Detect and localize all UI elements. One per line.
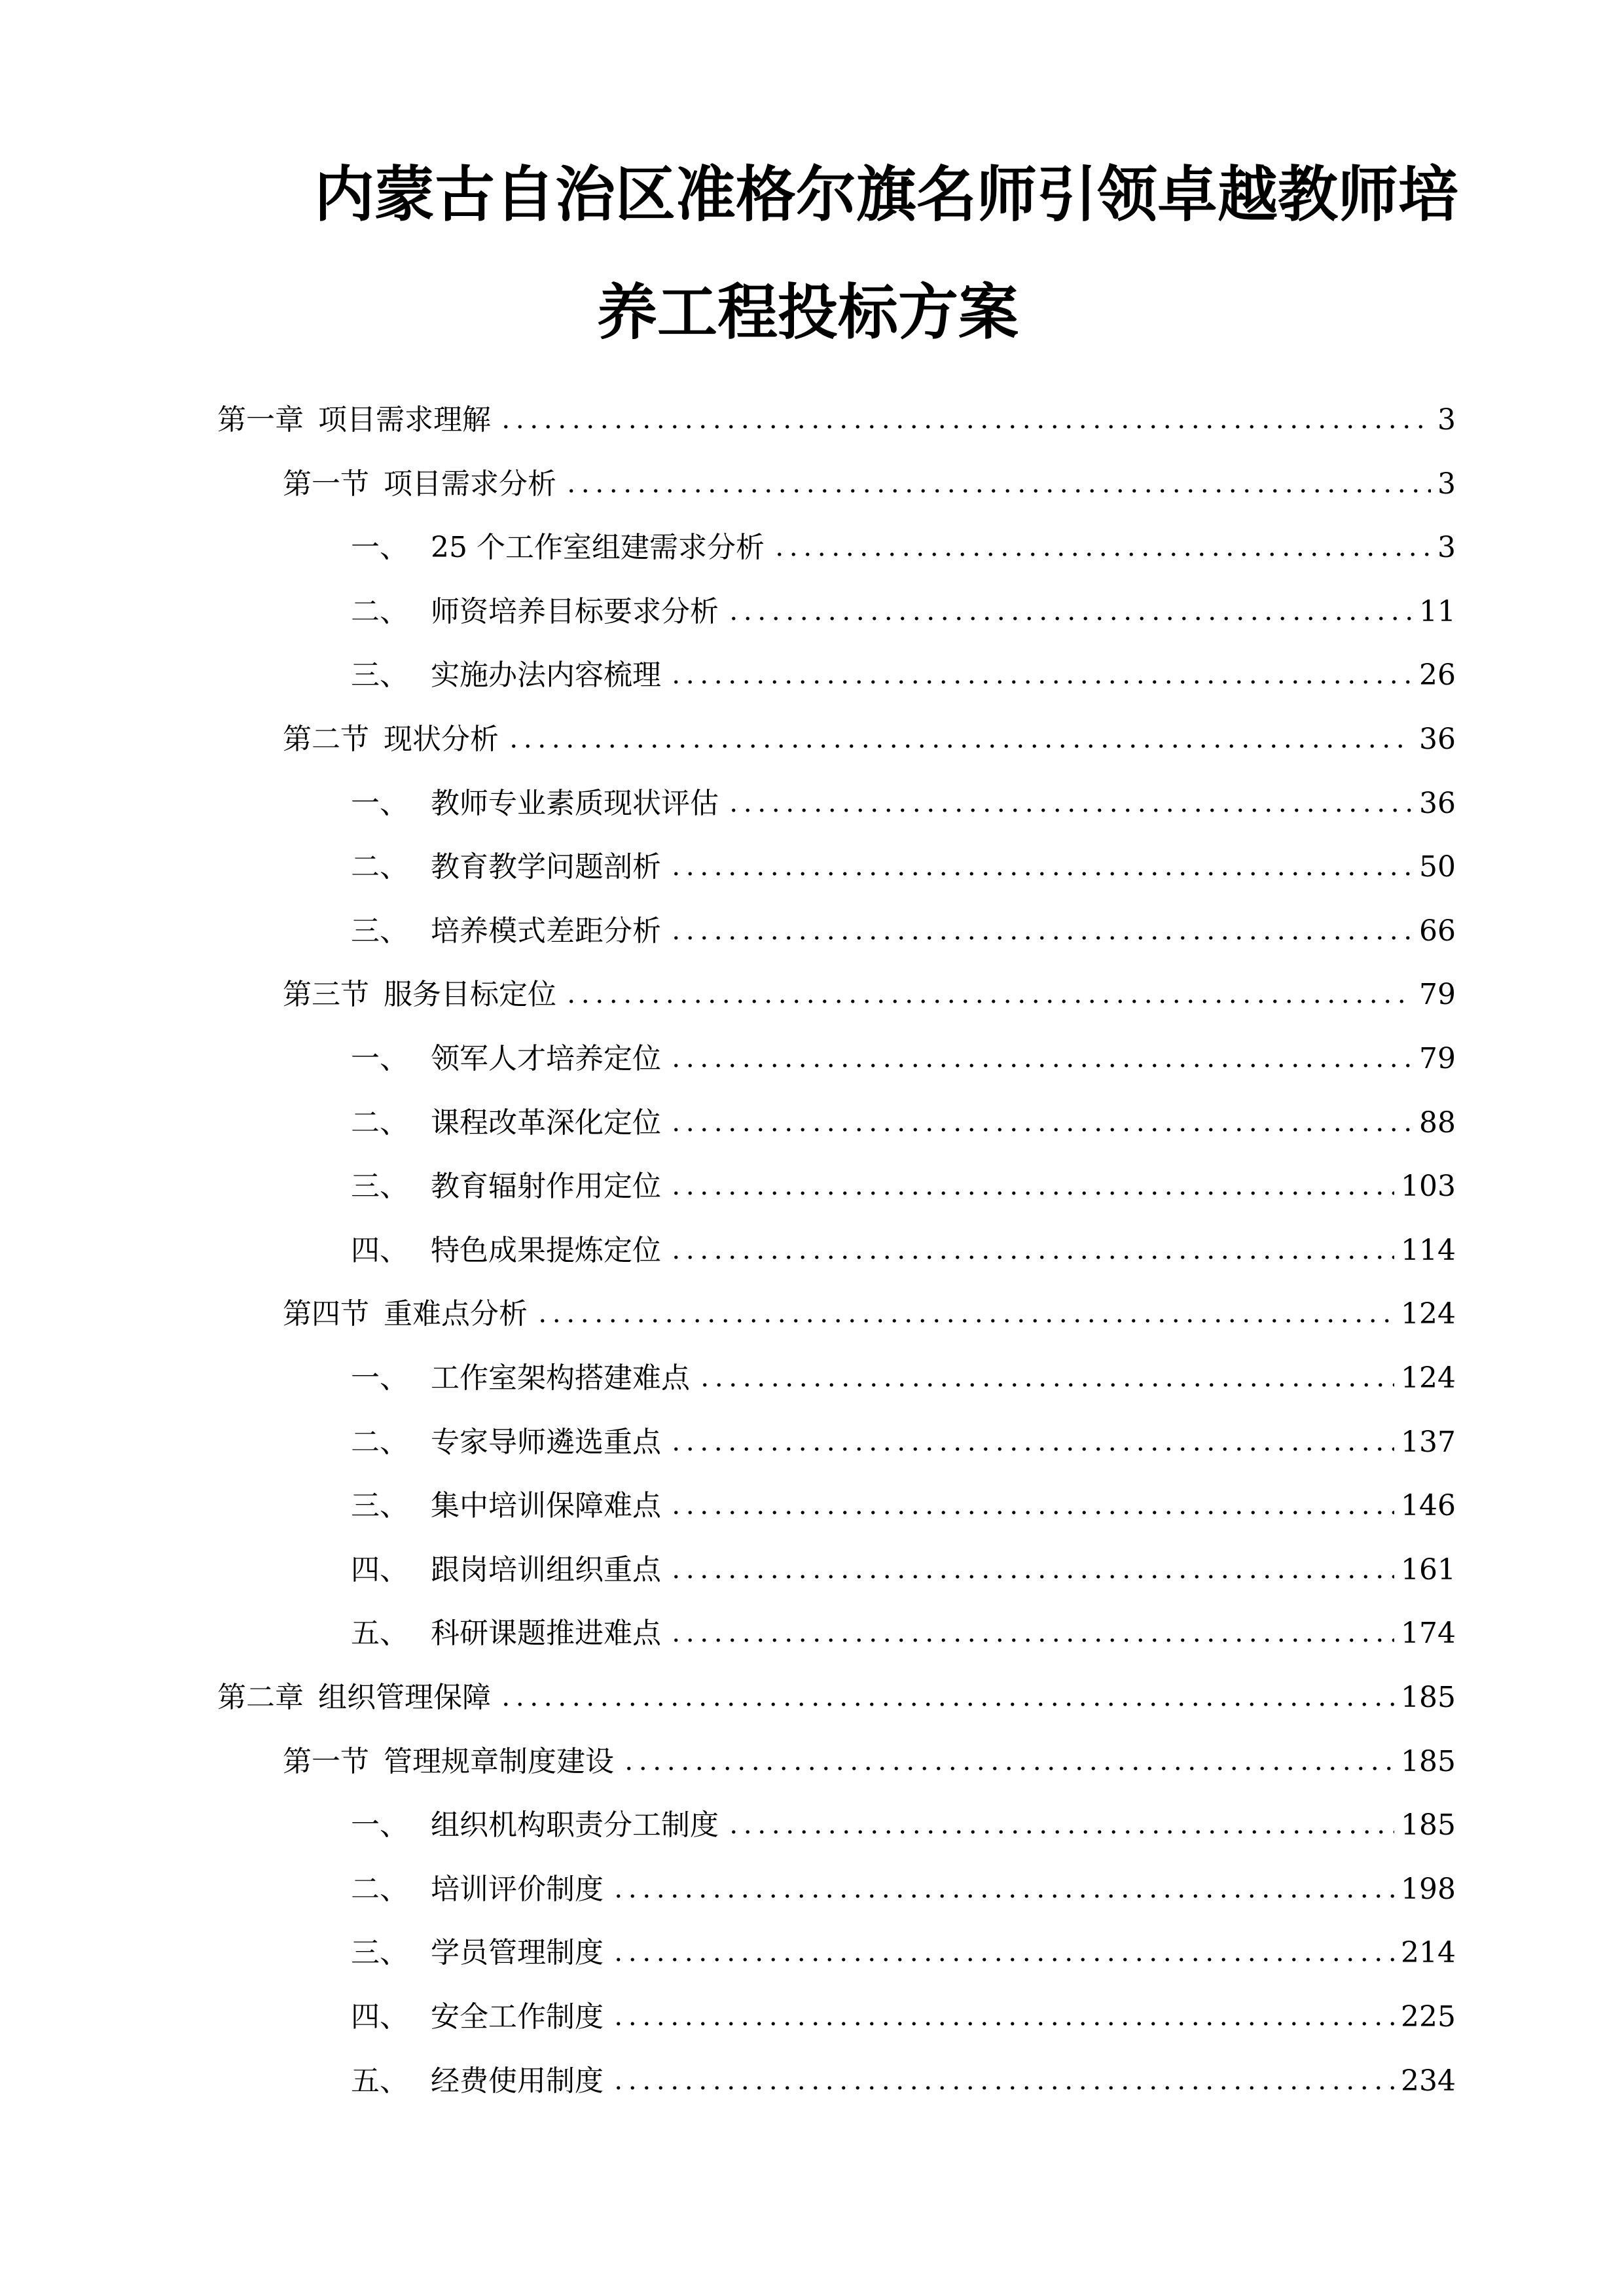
toc-dot-leader xyxy=(564,487,1431,495)
toc-entry-number: 三、 xyxy=(351,1936,408,1970)
toc-entry-number: 一、 xyxy=(351,1361,408,1395)
toc-entry-page-number: 114 xyxy=(1401,1233,1456,1267)
document-title-line-1: 内蒙古自治区准格尔旗名师引领卓越教师培 xyxy=(314,160,1459,230)
toc-entry-page-number: 36 xyxy=(1419,786,1456,820)
toc-dot-leader xyxy=(669,1573,1394,1581)
toc-entry-title: 培养模式差距分析 xyxy=(431,914,661,948)
toc-entry-number: 三、 xyxy=(351,1170,408,1204)
toc-entry-page-number: 146 xyxy=(1401,1489,1456,1523)
toc-entry[interactable] xyxy=(351,2038,1456,2101)
toc-entry[interactable] xyxy=(351,632,1456,695)
toc-entry[interactable] xyxy=(351,1399,1456,1462)
document-title-line-2: 养工程投标方案 xyxy=(597,278,1019,348)
toc-entry-number: 三、 xyxy=(351,914,408,948)
toc-entry-page-number: 185 xyxy=(1401,1808,1456,1842)
toc-entry-page-number: 185 xyxy=(1401,1744,1456,1778)
toc-dot-leader xyxy=(669,1509,1394,1516)
toc-entry-number: 二、 xyxy=(351,594,408,628)
toc-entry-number: 四、 xyxy=(351,1233,408,1267)
toc-entry[interactable] xyxy=(217,1655,1456,1717)
toc-entry-title: 组织管理保障 xyxy=(318,1681,491,1714)
toc-entry-number: 一、 xyxy=(351,786,408,820)
toc-entry-number: 四、 xyxy=(351,1552,408,1587)
toc-entry-title: 跟岗培训组织重点 xyxy=(431,1552,661,1587)
toc-dot-leader xyxy=(669,1126,1413,1134)
toc-entry-page-number: 137 xyxy=(1401,1425,1456,1459)
toc-dot-leader xyxy=(727,615,1413,622)
toc-entry[interactable] xyxy=(351,1590,1456,1653)
toc-entry-number: 四、 xyxy=(351,2000,408,2034)
toc-entry-title: 项目需求理解 xyxy=(318,403,491,437)
toc-dot-leader xyxy=(727,1828,1394,1836)
toc-entry-title: 组织机构职责分工制度 xyxy=(431,1808,719,1842)
toc-entry-number: 第三节 xyxy=(283,978,369,1012)
toc-entry[interactable] xyxy=(351,1527,1456,1590)
toc-entry[interactable] xyxy=(351,1080,1456,1143)
toc-entry-page-number: 66 xyxy=(1419,914,1456,948)
toc-entry[interactable] xyxy=(283,952,1456,1014)
toc-entry-page-number: 88 xyxy=(1419,1105,1456,1139)
toc-entry-title: 教育教学问题剖析 xyxy=(431,850,661,884)
toc-entry[interactable] xyxy=(217,377,1456,440)
toc-entry-page-number: 185 xyxy=(1401,1681,1456,1714)
toc-dot-leader xyxy=(669,934,1413,942)
toc-entry-page-number: 214 xyxy=(1401,1936,1456,1970)
toc-dot-leader xyxy=(611,2084,1394,2092)
toc-entry-number: 二、 xyxy=(351,850,408,884)
toc-entry-number: 第二章 xyxy=(217,1681,304,1714)
toc-entry-number: 三、 xyxy=(351,658,408,692)
toc-entry-number: 五、 xyxy=(351,2064,408,2098)
toc-entry[interactable] xyxy=(283,696,1456,759)
toc-entry-page-number: 198 xyxy=(1401,1872,1456,1906)
toc-dot-leader xyxy=(564,997,1413,1005)
toc-entry-page-number: 3 xyxy=(1437,467,1456,501)
toc-entry-number: 三、 xyxy=(351,1489,408,1523)
toc-dot-leader xyxy=(669,1062,1413,1069)
toc-entry[interactable] xyxy=(283,1719,1456,1782)
toc-entry[interactable] xyxy=(351,888,1456,951)
toc-entry-title: 科研课题推进难点 xyxy=(431,1617,661,1651)
toc-entry-page-number: 3 xyxy=(1437,531,1456,565)
toc-entry-number: 二、 xyxy=(351,1425,408,1459)
toc-entry-title: 培训评价制度 xyxy=(431,1872,604,1906)
toc-entry-number: 一、 xyxy=(351,1042,408,1075)
toc-entry-number: 第四节 xyxy=(283,1297,369,1331)
toc-dot-leader xyxy=(669,1445,1394,1453)
toc-entry-title: 25 个工作室组建需求分析 xyxy=(431,531,765,565)
toc-entry[interactable] xyxy=(351,505,1456,567)
toc-entry-page-number: 3 xyxy=(1437,403,1456,437)
toc-entry[interactable] xyxy=(351,1335,1456,1398)
toc-entry-page-number: 79 xyxy=(1419,1042,1456,1075)
toc-entry-number: 第一章 xyxy=(217,403,304,437)
toc-entry[interactable] xyxy=(351,1208,1456,1270)
toc-entry[interactable] xyxy=(351,569,1456,632)
toc-entry-title: 学员管理制度 xyxy=(431,1936,604,1970)
toc-entry-page-number: 79 xyxy=(1419,978,1456,1012)
toc-entry[interactable] xyxy=(351,824,1456,887)
toc-dot-leader xyxy=(669,1253,1394,1261)
toc-entry-page-number: 161 xyxy=(1401,1552,1456,1587)
toc-entry-title: 工作室架构搭建难点 xyxy=(431,1361,690,1395)
toc-dot-leader xyxy=(622,1765,1394,1772)
toc-entry-page-number: 26 xyxy=(1419,658,1456,692)
toc-entry-title: 师资培养目标要求分析 xyxy=(431,594,719,628)
toc-entry-title: 教育辐射作用定位 xyxy=(431,1170,661,1204)
toc-entry-title: 重难点分析 xyxy=(384,1297,528,1331)
toc-entry-page-number: 174 xyxy=(1401,1617,1456,1651)
toc-entry-page-number: 225 xyxy=(1401,2000,1456,2034)
toc-entry[interactable] xyxy=(283,441,1456,504)
toc-entry-page-number: 11 xyxy=(1419,594,1456,628)
toc-entry-title: 集中培训保障难点 xyxy=(431,1489,661,1523)
toc-dot-leader xyxy=(727,806,1413,814)
toc-entry[interactable] xyxy=(351,1463,1456,1526)
toc-dot-leader xyxy=(499,1700,1394,1708)
toc-entry[interactable] xyxy=(283,1271,1456,1334)
toc-dot-leader xyxy=(669,870,1413,878)
toc-entry[interactable] xyxy=(351,1974,1456,2037)
toc-entry-number: 五、 xyxy=(351,1617,408,1651)
toc-entry-title: 项目需求分析 xyxy=(384,467,556,501)
toc-dot-leader xyxy=(698,1381,1394,1389)
toc-dot-leader xyxy=(611,2020,1394,2028)
toc-entry-title: 实施办法内容梳理 xyxy=(431,658,661,692)
toc-entry-title: 特色成果提炼定位 xyxy=(431,1233,661,1267)
toc-entry-title: 领军人才培养定位 xyxy=(431,1042,661,1075)
toc-entry-number: 第一节 xyxy=(283,467,369,501)
toc-entry-number: 一、 xyxy=(351,1808,408,1842)
toc-dot-leader xyxy=(611,1892,1394,1900)
toc-dot-leader xyxy=(535,1317,1394,1325)
toc-entry-page-number: 124 xyxy=(1401,1297,1456,1331)
toc-dot-leader xyxy=(669,678,1413,686)
toc-entry[interactable] xyxy=(351,761,1456,823)
toc-entry[interactable] xyxy=(351,1910,1456,1973)
toc-entry-title: 服务目标定位 xyxy=(384,978,556,1012)
toc-entry-title: 经费使用制度 xyxy=(431,2064,604,2098)
toc-entry-number: 第一节 xyxy=(283,1744,369,1778)
toc-entry-title: 现状分析 xyxy=(384,723,499,756)
toc-entry-title: 专家导师遴选重点 xyxy=(431,1425,661,1459)
toc-dot-leader xyxy=(611,1956,1394,1964)
toc-entry-number: 二、 xyxy=(351,1872,408,1906)
toc-entry-title: 管理规章制度建设 xyxy=(384,1744,614,1778)
toc-entry[interactable] xyxy=(351,1143,1456,1206)
toc-dot-leader xyxy=(772,550,1431,558)
toc-dot-leader xyxy=(669,1636,1394,1644)
toc-entry-title: 教师专业素质现状评估 xyxy=(431,786,719,820)
toc-entry-number: 一、 xyxy=(351,531,408,565)
toc-entry-title: 课程改革深化定位 xyxy=(431,1105,661,1139)
toc-dot-leader xyxy=(669,1189,1394,1197)
toc-entry-number: 二、 xyxy=(351,1105,408,1139)
toc-entry-number: 第二节 xyxy=(283,723,369,756)
toc-entry-page-number: 50 xyxy=(1419,850,1456,884)
toc-entry[interactable] xyxy=(351,1846,1456,1909)
toc-entry-page-number: 36 xyxy=(1419,723,1456,756)
toc-entry-page-number: 103 xyxy=(1401,1170,1456,1204)
toc-dot-leader xyxy=(499,423,1431,431)
toc-entry[interactable] xyxy=(351,1016,1456,1079)
toc-entry[interactable] xyxy=(351,1782,1456,1845)
toc-entry-page-number: 124 xyxy=(1401,1361,1456,1395)
toc-dot-leader xyxy=(507,742,1413,750)
toc-entry-page-number: 234 xyxy=(1401,2064,1456,2098)
toc-entry-title: 安全工作制度 xyxy=(431,2000,604,2034)
